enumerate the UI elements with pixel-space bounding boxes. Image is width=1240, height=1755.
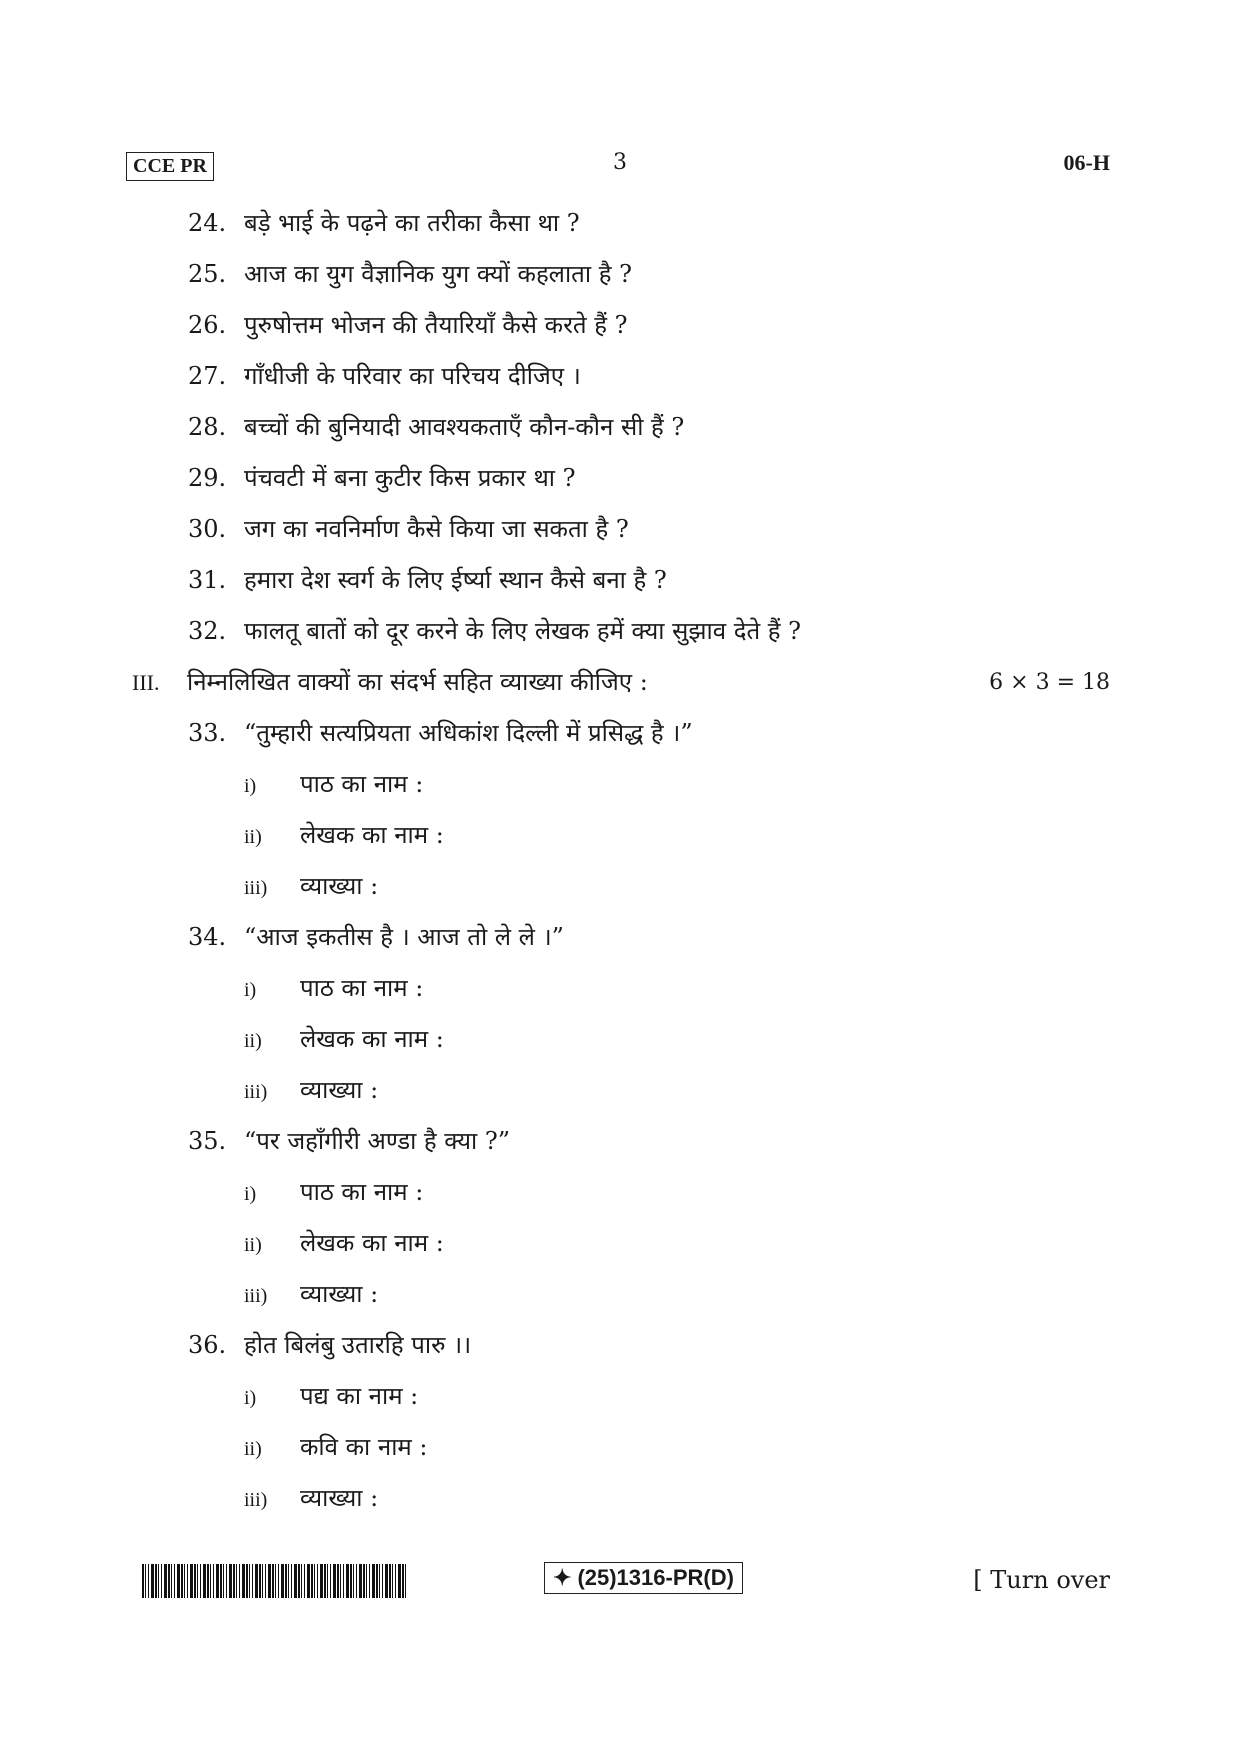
sub-question-text: व्याख्या :	[300, 1076, 379, 1104]
section-heading	[0, 657, 1240, 708]
sub-question-number: i)	[244, 1387, 257, 1409]
question-text: होत बिलंबु उतारहि पारु ।।	[244, 1331, 472, 1359]
question-text: पंचवटी में बना कुटीर किस प्रकार था ?	[244, 464, 576, 492]
question-number: 34.	[188, 923, 227, 951]
section-number: III.	[132, 670, 160, 695]
sub-question	[0, 759, 1240, 810]
question-number: 27.	[188, 362, 227, 390]
question-number: 30.	[188, 515, 227, 543]
question-text: “तुम्हारी सत्यप्रियता अधिकांश दिल्ली में प्रसिद्ध है ।”	[244, 719, 693, 747]
sub-question-text: व्याख्या :	[300, 872, 379, 900]
sub-question-number: iii)	[244, 1285, 268, 1307]
question-number: 33.	[188, 719, 227, 747]
star-icon: ✦	[553, 1565, 572, 1590]
sub-question-text: लेखक का नाम :	[300, 1229, 444, 1257]
sub-question-text: व्याख्या :	[300, 1280, 379, 1308]
question-text: बड़े भाई के पढ़ने का तरीका कैसा था ?	[244, 209, 580, 237]
sub-question-number: ii)	[244, 1234, 262, 1256]
question-item	[0, 504, 1240, 555]
question-item	[0, 351, 1240, 402]
question-number: 31.	[188, 566, 227, 594]
sub-question	[0, 1065, 1240, 1116]
sub-question	[0, 1269, 1240, 1320]
question-text: जग का नवनिर्माण कैसे किया जा सकता है ?	[244, 515, 629, 543]
sub-question-text: कवि का नाम :	[300, 1433, 428, 1461]
sub-question	[0, 810, 1240, 861]
question-text: “आज इकतीस है । आज तो ले ले ।”	[244, 923, 564, 951]
sub-question-number: ii)	[244, 1030, 262, 1052]
question-number: 35.	[188, 1127, 227, 1155]
question-number: 24.	[188, 209, 227, 237]
turn-over-label: [ Turn over	[973, 1566, 1110, 1594]
sub-question-number: i)	[244, 1183, 257, 1205]
sub-question-number: ii)	[244, 826, 262, 848]
sub-question-number: iii)	[244, 1489, 268, 1511]
question-list	[0, 198, 1240, 1524]
question-item	[0, 453, 1240, 504]
question-item	[0, 708, 1240, 759]
page-number: 3	[613, 150, 627, 175]
sub-question	[0, 1218, 1240, 1269]
sub-question-text: व्याख्या :	[300, 1484, 379, 1512]
sub-question-text: पाठ का नाम :	[300, 770, 424, 798]
sub-question-number: ii)	[244, 1438, 262, 1460]
sub-question-number: iii)	[244, 1081, 268, 1103]
barcode-image	[142, 1564, 408, 1598]
paper-code: 06-H	[1063, 150, 1110, 175]
section-marks: 6 × 3 = 18	[989, 670, 1110, 695]
footer-code-text: (25)1316-PR(D)	[577, 1565, 734, 1590]
sub-question	[0, 963, 1240, 1014]
sub-question	[0, 1473, 1240, 1524]
question-text: पुरुषोत्तम भोजन की तैयारियाँ कैसे करते हैं ?	[244, 311, 628, 339]
sub-question-number: iii)	[244, 877, 268, 899]
question-text: “पर जहाँगीरी अण्डा है क्या ?”	[244, 1127, 511, 1155]
question-number: 25.	[188, 260, 227, 288]
sub-question	[0, 1014, 1240, 1065]
question-text: फालतू बातों को दूर करने के लिए लेखक हमें क्या सुझाव देते हैं ?	[244, 617, 802, 645]
question-item	[0, 606, 1240, 657]
question-number: 28.	[188, 413, 227, 441]
question-item	[0, 555, 1240, 606]
question-item	[0, 912, 1240, 963]
page-footer	[0, 1560, 1240, 1600]
question-text: गाँधीजी के परिवार का परिचय दीजिए ।	[244, 362, 581, 390]
sub-question	[0, 1371, 1240, 1422]
question-text: बच्चों की बुनियादी आवश्यकताएँ कौन-कौन सी हैं ?	[244, 413, 685, 441]
sub-question-number: i)	[244, 979, 257, 1001]
question-number: 26.	[188, 311, 227, 339]
exam-code-box: CCE PR	[126, 152, 214, 181]
question-item	[0, 249, 1240, 300]
sub-question-text: पाठ का नाम :	[300, 1178, 424, 1206]
sub-question-text: पद्य का नाम :	[300, 1382, 419, 1410]
sub-question-number: i)	[244, 775, 257, 797]
sub-question-text: पाठ का नाम :	[300, 974, 424, 1002]
question-item	[0, 198, 1240, 249]
question-number: 36.	[188, 1331, 227, 1359]
sub-question-text: लेखक का नाम :	[300, 1025, 444, 1053]
question-item	[0, 402, 1240, 453]
question-number: 29.	[188, 464, 227, 492]
question-item	[0, 1116, 1240, 1167]
footer-code-box	[544, 1562, 743, 1594]
section-instruction: निम्नलिखित वाक्यों का संदर्भ सहित व्याख्या कीजिए :	[187, 668, 648, 696]
question-number: 32.	[188, 617, 227, 645]
question-item	[0, 300, 1240, 351]
question-item	[0, 1320, 1240, 1371]
sub-question	[0, 1422, 1240, 1473]
sub-question	[0, 861, 1240, 912]
question-text: आज का युग वैज्ञानिक युग क्यों कहलाता है ?	[244, 260, 632, 288]
sub-question	[0, 1167, 1240, 1218]
sub-question-text: लेखक का नाम :	[300, 821, 444, 849]
question-text: हमारा देश स्वर्ग के लिए ईर्ष्या स्थान कैसे बना है ?	[244, 566, 667, 594]
